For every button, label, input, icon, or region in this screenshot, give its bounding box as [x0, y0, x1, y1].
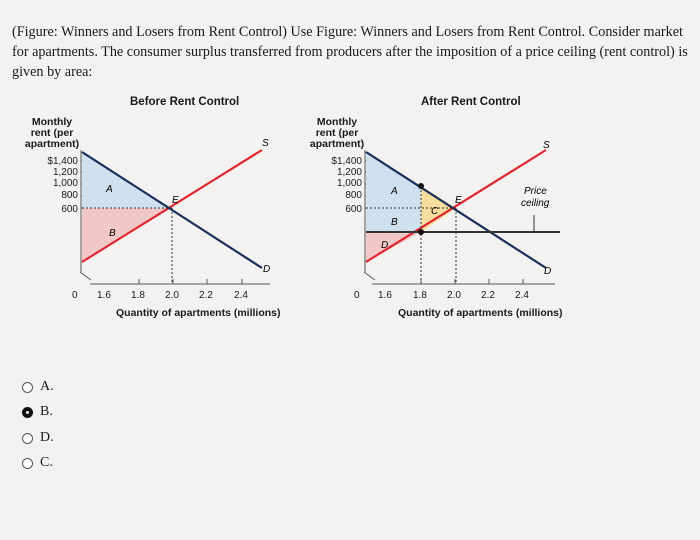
option-c-label: C. — [40, 455, 53, 470]
left-panel-title: Before Rent Control — [130, 96, 240, 108]
left-label-A: A — [106, 184, 113, 195]
left-ylabel-line-1: Monthly — [31, 116, 73, 128]
option-b[interactable] — [22, 404, 53, 420]
option-a-radio[interactable] — [22, 382, 33, 393]
left-ytick-1400: $1,400 — [47, 156, 78, 167]
option-d-label: D. — [40, 430, 54, 445]
right-ytick-600: 600 — [345, 204, 362, 215]
right-ylabel-line-3: apartment) — [309, 138, 365, 150]
option-b-label: B. — [40, 404, 53, 419]
right-area-A — [366, 152, 421, 208]
right-label-E: E — [455, 195, 462, 206]
left-ytick-600: 600 — [61, 204, 78, 215]
right-point-lower — [418, 229, 424, 235]
price-ceiling-label-1: Price — [524, 186, 547, 197]
left-y-break — [80, 272, 91, 280]
left-xtick-2.4: 2.4 — [234, 290, 248, 301]
option-a[interactable] — [22, 379, 54, 395]
right-x-ticks — [421, 279, 523, 284]
option-b-radio[interactable] — [22, 407, 33, 418]
right-xtick-0: 0 — [354, 290, 360, 301]
right-point-upper — [418, 183, 424, 189]
left-label-S: S — [262, 138, 269, 149]
right-ytick-800: 800 — [345, 190, 362, 201]
option-d[interactable] — [22, 430, 54, 446]
option-c-radio[interactable] — [22, 458, 33, 469]
right-xlabel: Quantity of apartments (millions) — [398, 307, 563, 319]
right-label-C: C — [431, 206, 439, 217]
option-c[interactable] — [22, 455, 53, 471]
left-label-D: D — [263, 264, 271, 275]
right-label-D-area: D — [381, 240, 389, 251]
right-xtick-1.6: 1.6 — [378, 290, 392, 301]
left-xtick-0: 0 — [72, 290, 78, 301]
right-label-B: B — [391, 217, 398, 228]
left-xlabel: Quantity of apartments (millions) — [116, 307, 281, 319]
right-ylabel-line-2: rent (per — [315, 127, 359, 139]
right-xtick-2.0: 2.0 — [447, 290, 461, 301]
right-xtick-2.4: 2.4 — [515, 290, 529, 301]
left-label-B: B — [109, 228, 116, 239]
right-label-A: A — [391, 186, 398, 197]
right-area-C — [421, 186, 456, 208]
left-ytick-1000: 1,000 — [52, 178, 78, 189]
left-ytick-800: 800 — [61, 190, 78, 201]
right-y-break — [364, 272, 375, 280]
left-xtick-2.2: 2.2 — [199, 290, 213, 301]
right-panel-title: After Rent Control — [421, 96, 521, 108]
option-d-radio[interactable] — [22, 433, 33, 444]
left-ylabel-line-3: apartment) — [24, 138, 80, 150]
price-ceiling-label-2: ceiling — [521, 198, 550, 209]
right-ylabel-line-1: Monthly — [316, 116, 358, 128]
left-ylabel-line-2: rent (per — [30, 127, 74, 139]
option-a-label: A. — [40, 379, 54, 394]
left-x-ticks — [139, 279, 242, 284]
left-label-E: E — [172, 195, 179, 206]
left-xtick-1.8: 1.8 — [131, 290, 145, 301]
right-ytick-1400: $1,400 — [331, 156, 362, 167]
right-ytick-1200: 1,200 — [336, 167, 362, 178]
right-xtick-2.2: 2.2 — [481, 290, 495, 301]
question-text: (Figure: Winners and Losers from Rent Control) Use Figure: Winners and Losers from Rent Control. Consider market for apartments. The consumer surplus transferred from producers after the imposition of a price ceiling (rent control) is given by area: — [12, 24, 688, 80]
right-label-S: S — [543, 140, 550, 151]
left-xtick-2.0: 2.0 — [165, 290, 179, 301]
left-xtick-1.6: 1.6 — [97, 290, 111, 301]
right-label-D: D — [544, 266, 552, 277]
right-area-C-lower — [421, 208, 456, 232]
right-ytick-1000: 1,000 — [336, 178, 362, 189]
left-ytick-1200: 1,200 — [52, 167, 78, 178]
right-xtick-1.8: 1.8 — [413, 290, 427, 301]
